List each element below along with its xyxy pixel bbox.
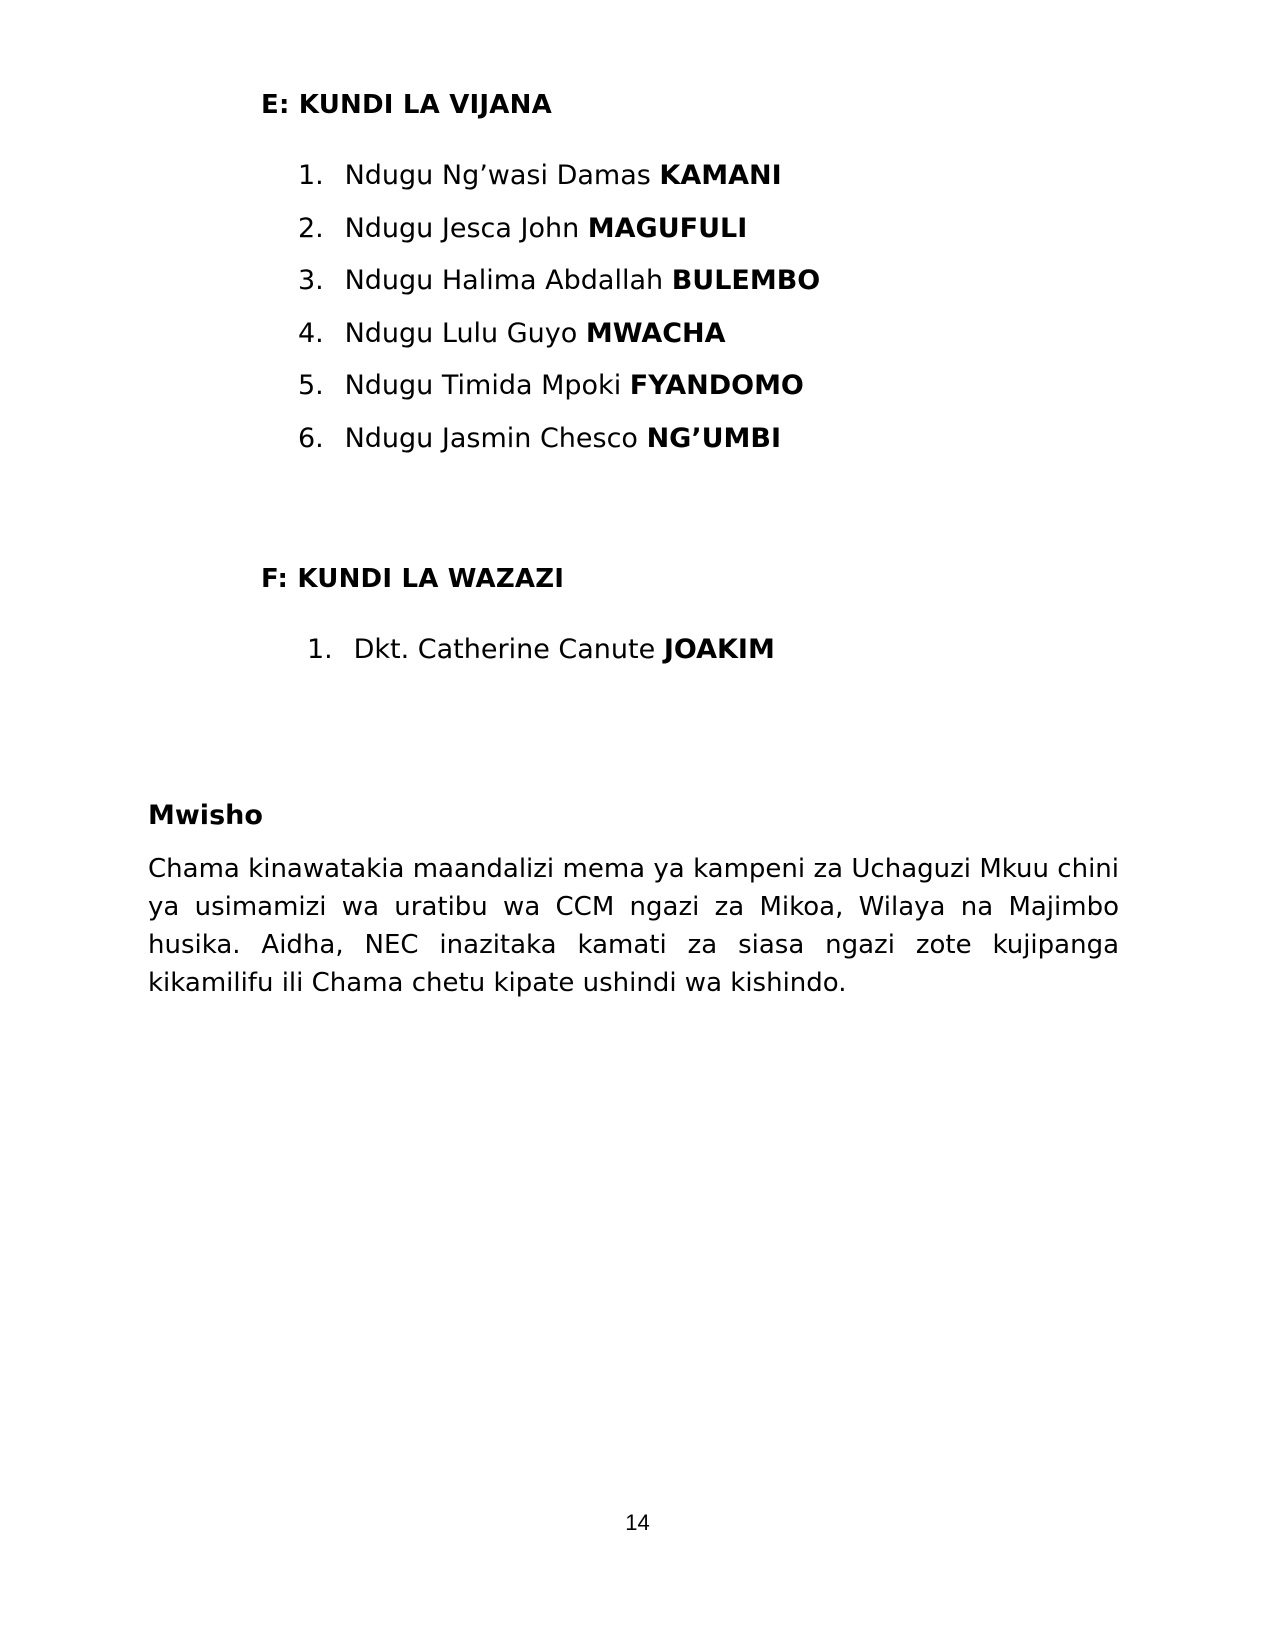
- member-name: Ndugu Halima Abdallah: [344, 265, 664, 296]
- list-item: [298, 413, 820, 466]
- item-number: 2.: [298, 212, 324, 244]
- member-name: Ndugu Jesca John: [344, 212, 580, 244]
- member-surname: BULEMBO: [671, 265, 821, 296]
- member-surname: KAMANI: [659, 160, 782, 191]
- member-surname: NG’UMBI: [646, 422, 781, 454]
- closing-heading: Mwisho: [148, 800, 263, 831]
- list-item: [298, 203, 820, 256]
- member-name: Ndugu Lulu Guyo: [344, 317, 578, 349]
- member-surname: MWACHA: [585, 317, 726, 349]
- member-surname: FYANDOMO: [629, 370, 804, 401]
- page-number: 14: [625, 1510, 650, 1535]
- list-item: [298, 150, 820, 203]
- member-surname: MAGUFULI: [587, 212, 748, 244]
- member-name: Ndugu Jasmin Chesco: [344, 422, 638, 454]
- section-e-heading: E: KUNDI LA VIJANA: [261, 90, 552, 120]
- item-number: 1.: [307, 634, 333, 665]
- list-item: [298, 308, 820, 361]
- item-number: 5.: [298, 370, 324, 401]
- member-name: Ndugu Timida Mpoki: [344, 370, 622, 401]
- list-item: [298, 255, 820, 308]
- section-f-list: [307, 624, 775, 677]
- member-name: Dkt. Catherine Canute: [353, 634, 656, 665]
- closing-paragraph: Chama kinawatakia maandalizi mema ya kampeni za Uchaguzi Mkuu chini ya usimamizi wa uratibu wa CCM ngazi za Mikoa, Wilaya na Majimbo husika. Aidha, NEC inazitaka kamati za siasa ngazi zote kujipanga kikamilifu ili Chama chetu kipate ushindi wa kishindo.: [148, 854, 1119, 998]
- section-f-heading: F: KUNDI LA WAZAZI: [261, 564, 565, 594]
- item-number: 3.: [298, 265, 324, 296]
- member-surname: JOAKIM: [663, 634, 775, 665]
- member-name: Ndugu Ng’wasi Damas: [344, 160, 651, 191]
- item-number: 6.: [298, 422, 324, 454]
- item-number: 4.: [298, 317, 324, 349]
- section-e-list: [298, 150, 820, 465]
- list-item: [307, 624, 775, 677]
- list-item: [298, 360, 820, 413]
- item-number: 1.: [298, 160, 324, 191]
